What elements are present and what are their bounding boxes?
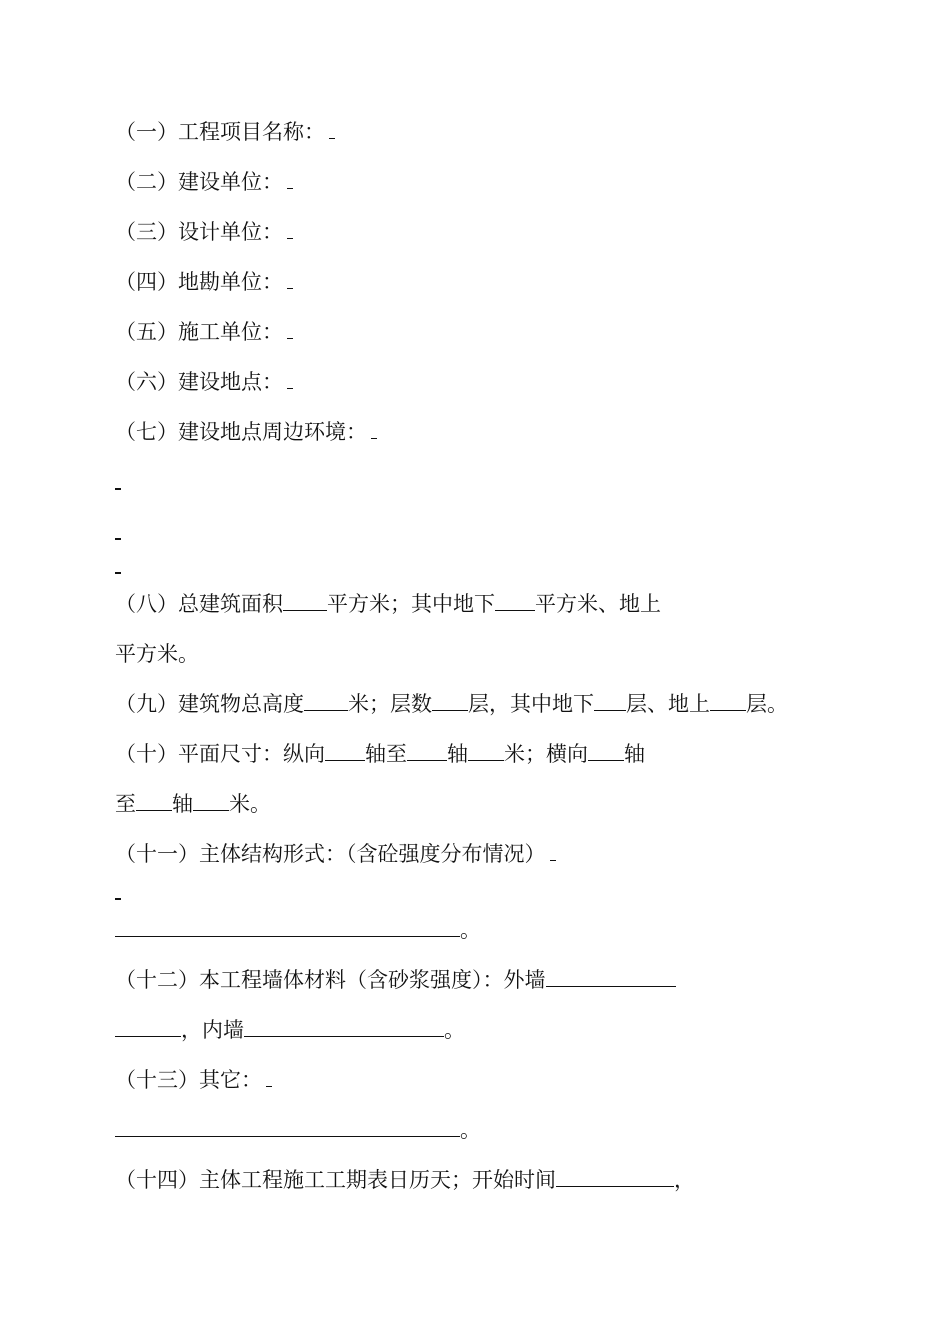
item-total-area: （八）总建筑面积 平方米；其中地下 平方米、地上 (115, 592, 661, 616)
blank-line-mark (115, 898, 121, 900)
blank-field (287, 222, 293, 239)
blank-line-mark (115, 538, 121, 540)
blank-field (287, 372, 293, 389)
blank-field (407, 740, 447, 761)
blank-field (588, 740, 624, 761)
blank-field (136, 790, 172, 811)
blank-line-mark (115, 488, 121, 490)
item-wall-material-cont: ，内墙 。 (115, 1016, 465, 1044)
blank-field (325, 740, 365, 761)
blank-field (550, 844, 556, 861)
item-construction-unit: （二）建设单位： (115, 168, 293, 196)
blank-field (115, 916, 460, 937)
item-wall-material: （十二）本工程墙体材料（含砂浆强度）：外墙 (115, 966, 676, 994)
item-survey-unit: （四）地勘单位： (115, 268, 293, 296)
blank-field (468, 740, 504, 761)
blank-field (371, 422, 377, 439)
blank-line-mark (115, 572, 121, 574)
blank-field (556, 1166, 674, 1187)
blank-field (304, 690, 348, 711)
blank-field (432, 690, 468, 711)
blank-field (710, 690, 746, 711)
item-site-environment: （七）建设地点周边环境： (115, 418, 377, 446)
blank-field (287, 272, 293, 289)
item-other-line: 。 (115, 1116, 481, 1144)
item-total-area-cont: 平方米。 (115, 642, 199, 666)
blank-field (287, 172, 293, 189)
blank-field (287, 322, 293, 339)
blank-field (594, 690, 626, 711)
blank-field (115, 1016, 181, 1037)
blank-field (266, 1070, 272, 1087)
item-schedule: （十四）主体工程施工工期表日历天；开始时间 ， (115, 1168, 695, 1192)
blank-field (244, 1016, 444, 1037)
blank-field (546, 966, 676, 987)
item-structure-type-line: 。 (115, 916, 481, 944)
blank-field (329, 122, 335, 139)
blank-field (115, 1116, 460, 1137)
blank-field (283, 590, 327, 611)
item-project-name: （一）工程项目名称： (115, 118, 335, 146)
item-plan-size-cont: 至 轴 米。 (115, 792, 271, 816)
item-plan-size: （十）平面尺寸：纵向 轴至 轴 米；横向 轴 (115, 742, 645, 766)
item-height-floors: （九）建筑物总高度 米；层数 层，其中地下 层、地上 层。 (115, 692, 788, 716)
blank-field (495, 590, 535, 611)
item-design-unit: （三）设计单位： (115, 218, 293, 246)
item-builder-unit: （五）施工单位： (115, 318, 293, 346)
item-other: （十三）其它： (115, 1066, 272, 1094)
blank-field (193, 790, 229, 811)
item-site-location: （六）建设地点： (115, 368, 293, 396)
item-structure-type: （十一）主体结构形式：（含砼强度分布情况） (115, 840, 556, 868)
